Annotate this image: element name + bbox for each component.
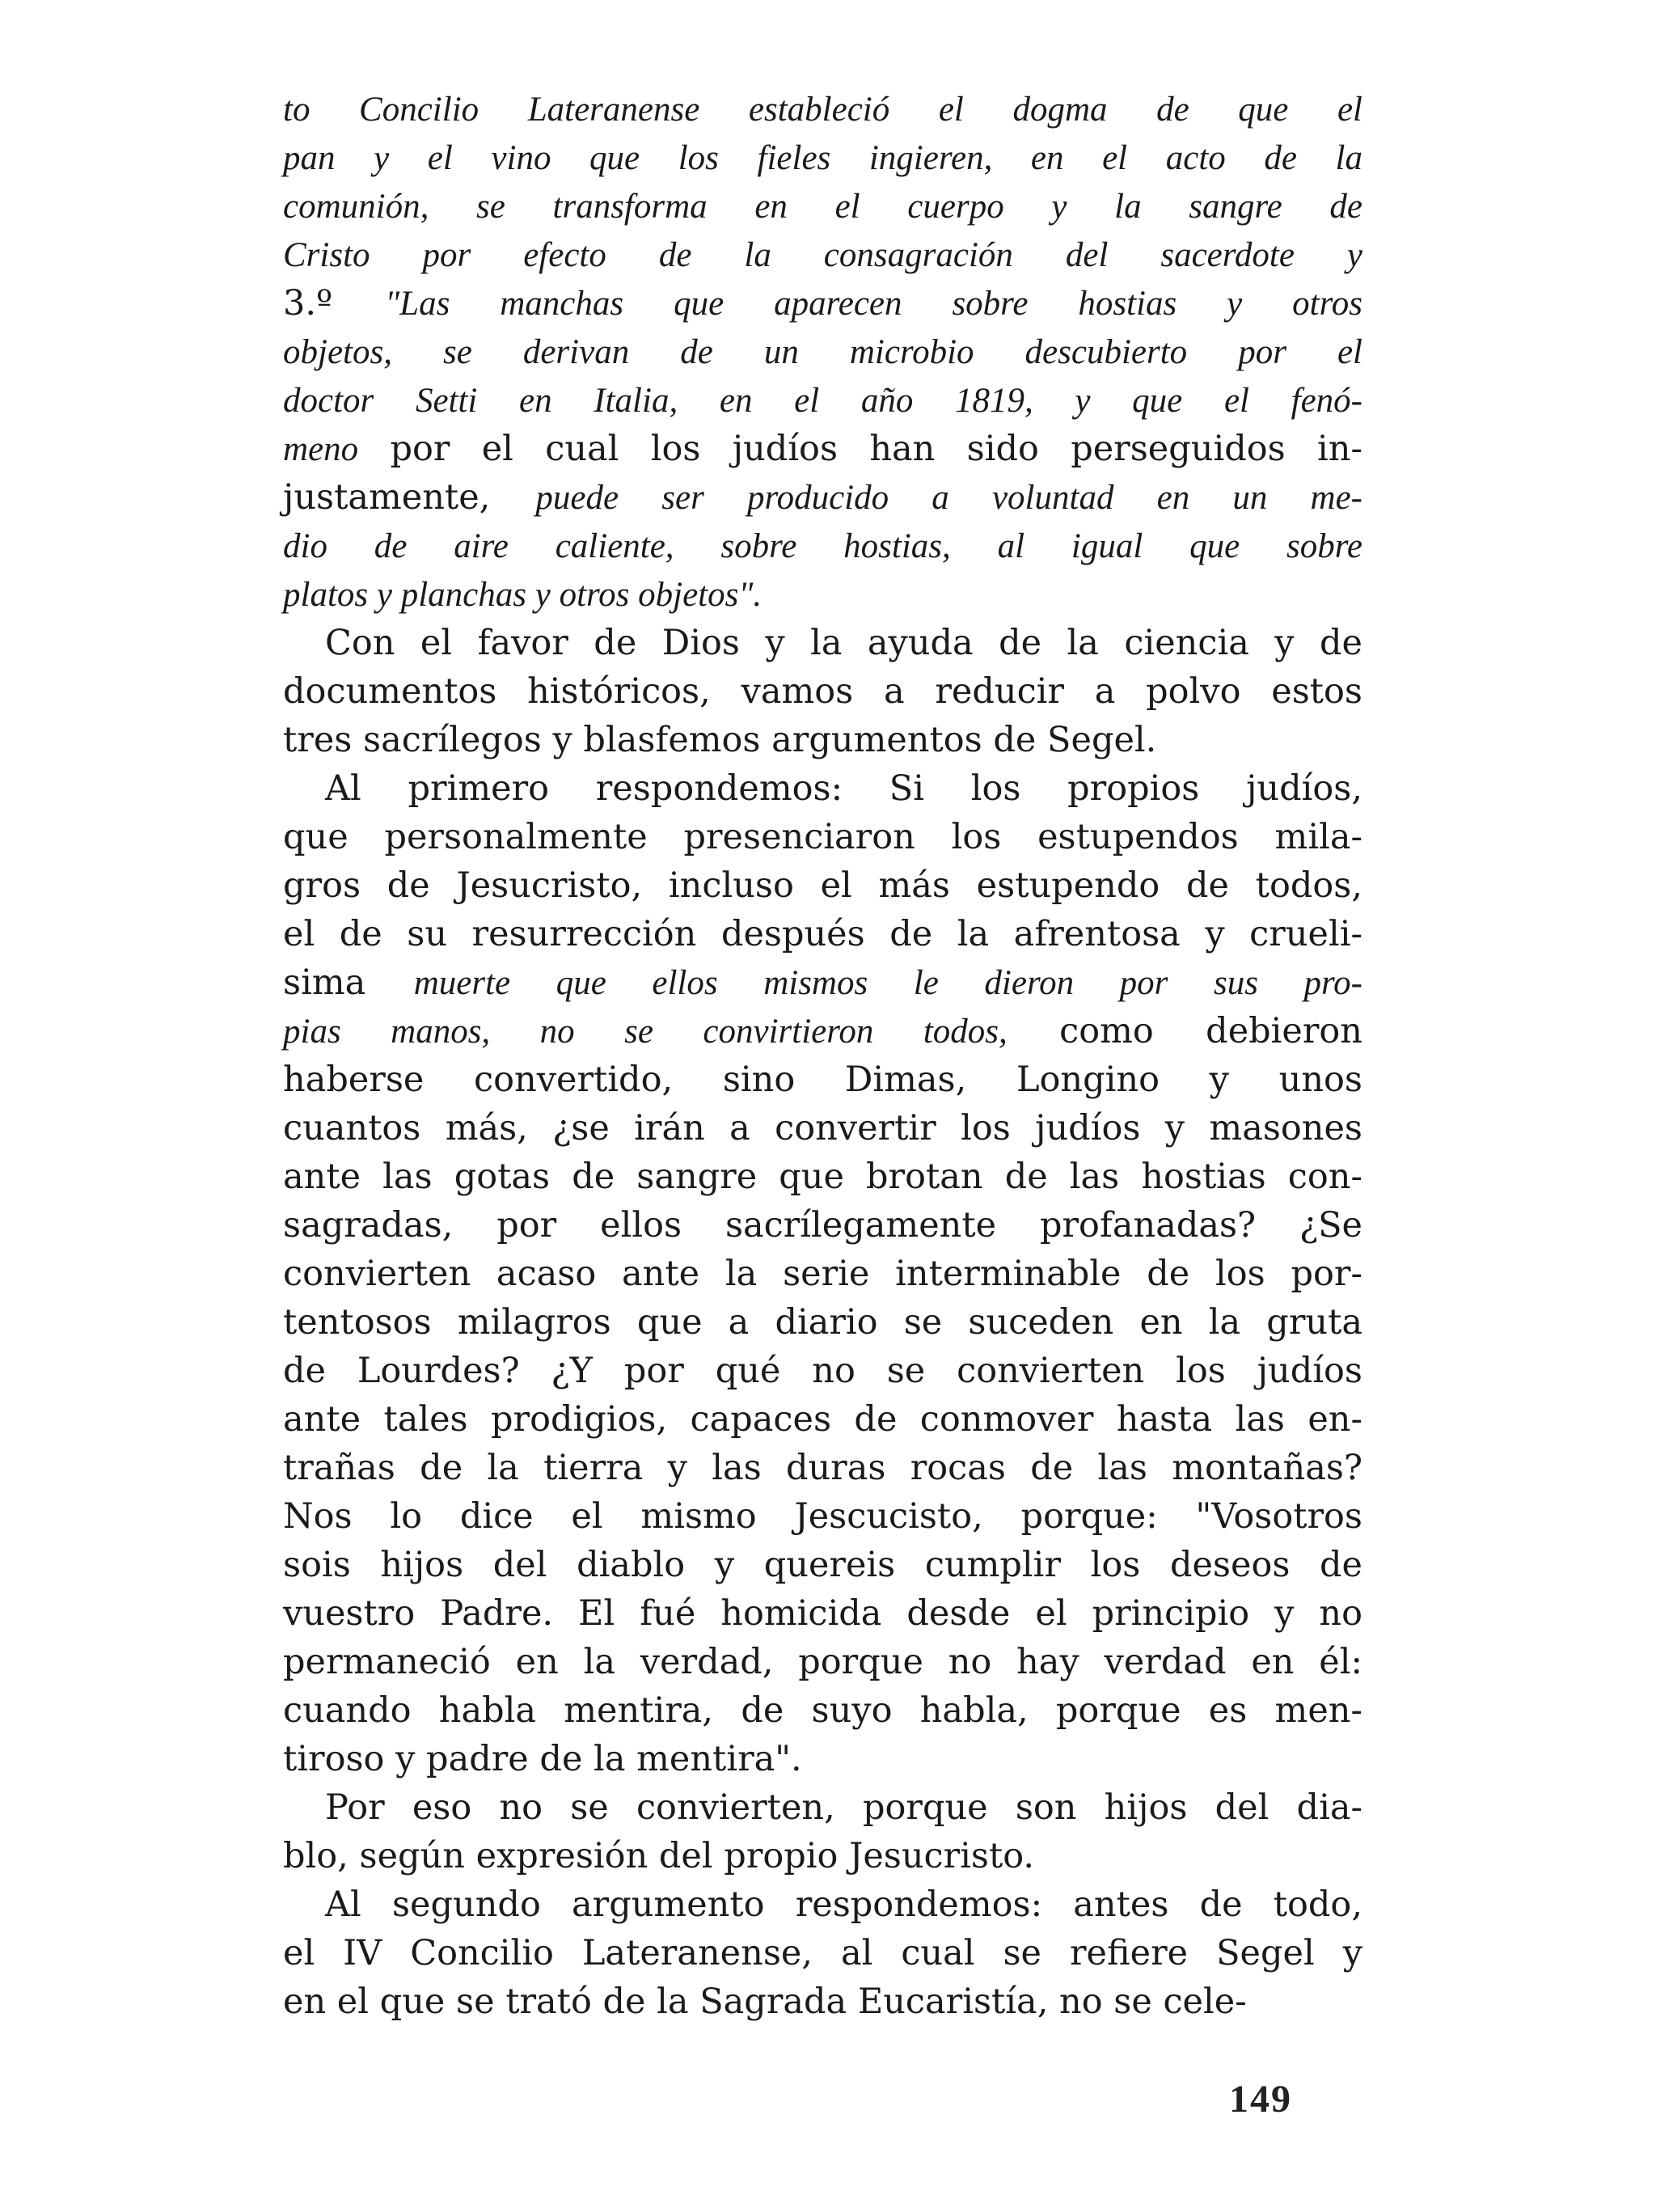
italic-text: comunión, se transforma en el cuerpo y la sangre de [283, 188, 1362, 226]
text-line [283, 279, 1362, 328]
text-line [283, 1492, 1362, 1541]
text-line [283, 1880, 1362, 1929]
text-run: sagradas, por ellos sacrílegamente profanadas? ¿Se [283, 1205, 1362, 1246]
paragraph [283, 1880, 1362, 2026]
text-run: Al primero respondemos: Si los propios judíos, [325, 768, 1362, 809]
text-run: ante tales prodigios, capaces de conmover hasta las en- [283, 1399, 1362, 1440]
text-line [283, 1347, 1362, 1395]
paragraph [283, 85, 1362, 619]
text-line [283, 182, 1362, 231]
paragraph [283, 1783, 1362, 1880]
text-run: en el que se trató de la Sagrada Eucaristía, no se cele- [283, 1981, 1247, 2022]
text-run: gros de Jesucristo, incluso el más estupendo de todos, [283, 865, 1362, 906]
text-run: Al segundo argumento respondemos: antes de todo, [325, 1884, 1362, 1925]
italic-text: meno [283, 430, 359, 468]
text-line [283, 813, 1362, 861]
text-run: permaneció en la verdad, porque no hay verdad en él: [283, 1642, 1362, 1682]
page-body [283, 85, 1362, 2026]
text-run: de Lourdes? ¿Y por qué no se convierten los judíos [283, 1351, 1362, 1391]
text-line [283, 473, 1362, 522]
italic-text: puede ser producido a voluntad en un me- [535, 479, 1362, 517]
italic-text: platos y planchas y otros objetos". [283, 576, 763, 614]
italic-text: dio de aire caliente, sobre hostias, al igual que sobre [283, 527, 1362, 565]
text-line [283, 1686, 1362, 1735]
text-line [283, 764, 1362, 813]
text-line [283, 1055, 1362, 1104]
text-run: cuando habla mentira, de suyo habla, porque es men- [283, 1690, 1362, 1731]
text-run: el IV Concilio Lateranense, al cual se refiere Segel y [283, 1933, 1362, 1973]
text-line [283, 1104, 1362, 1153]
text-line [283, 1153, 1362, 1201]
text-line [283, 522, 1362, 570]
text-run: blo, según expresión del propio Jesucristo. [283, 1836, 1035, 1876]
text-line [283, 376, 1362, 425]
text-line [283, 328, 1362, 376]
text-run: tres sacrílegos y blasfemos argumentos de Segel. [283, 720, 1157, 760]
text-run: Nos lo dice el mismo Jescucisto, porque: "Vosotros [283, 1496, 1362, 1537]
text-run: haberse convertido, sino Dimas, Longino y unos [283, 1059, 1362, 1100]
paragraph [283, 764, 1362, 1783]
text-run: cuantos más, ¿se irán a convertir los judíos y masones [283, 1108, 1362, 1148]
text-line [283, 1735, 1362, 1783]
italic-text: objetos, se derivan de un microbio descubierto por el [283, 333, 1362, 371]
text-line [283, 619, 1362, 667]
text-line [283, 570, 1362, 619]
text-line [283, 1541, 1362, 1589]
text-line [283, 667, 1362, 716]
text-run: trañas de la tierra y las duras rocas de las montañas? [283, 1448, 1362, 1488]
text-run: como debieron [1007, 1011, 1363, 1051]
text-line [283, 861, 1362, 910]
paragraph [283, 619, 1362, 764]
italic-text: pan y el vino que los fieles ingieren, en el acto de la [283, 139, 1362, 177]
text-line [283, 425, 1362, 473]
text-line [283, 958, 1362, 1007]
text-run: que personalmente presenciaron los estupendos mila- [283, 817, 1362, 857]
text-line [283, 910, 1362, 958]
text-run: documentos históricos, vamos a reducir a polvo estos [283, 671, 1362, 712]
text-line [283, 1007, 1362, 1055]
text-line [283, 85, 1362, 133]
text-line [283, 1929, 1362, 1977]
text-line [283, 1832, 1362, 1880]
italic-text: to Concilio Lateranense estableció el dogma de que el [283, 91, 1362, 129]
text-line [283, 1250, 1362, 1298]
text-run: tentosos milagros que a diario se suceden en la gruta [283, 1302, 1362, 1343]
text-run: ante las gotas de sangre que brotan de las hostias con- [283, 1157, 1362, 1197]
text-line [283, 231, 1362, 279]
text-line [283, 1201, 1362, 1250]
text-run: sima [283, 962, 414, 1003]
text-run: por el cual los judíos han sido perseguidos in- [358, 429, 1362, 469]
text-run: el de su resurrección después de la afrentosa y crueli- [283, 914, 1362, 954]
text-line [283, 1589, 1362, 1638]
italic-text: doctor Setti en Italia, en el año 1819, y que el fenó- [283, 382, 1362, 420]
text-run: Por eso no se convierten, porque son hijos del dia- [325, 1787, 1362, 1828]
text-line [283, 1395, 1362, 1444]
text-run: convierten acaso ante la serie interminable de los por- [283, 1254, 1362, 1294]
text-run: tiroso y padre de la mentira". [283, 1739, 802, 1779]
text-line [283, 1783, 1362, 1832]
italic-text: Cristo por efecto de la consagración del sacerdote y [283, 236, 1362, 274]
text-line [283, 1298, 1362, 1347]
text-run: Con el favor de Dios y la ayuda de la ciencia y de [325, 623, 1362, 663]
text-line [283, 1444, 1362, 1492]
text-run: sois hijos del diablo y quereis cumplir los deseos de [283, 1545, 1362, 1585]
text-line [283, 1638, 1362, 1686]
italic-text: "Las manchas que aparecen sobre hostias y otros [385, 285, 1362, 323]
text-line [283, 1977, 1362, 2026]
text-line [283, 716, 1362, 764]
italic-text: pias manos, no se convirtieron todos, [283, 1013, 1008, 1051]
text-run: vuestro Padre. El fué homicida desde el principio y no [283, 1593, 1362, 1634]
text-run: justamente, [283, 477, 536, 518]
italic-text: muerte que ellos mismos le dieron por sus pro- [413, 964, 1362, 1002]
text-line [283, 133, 1362, 182]
text-run: 3.º [283, 283, 386, 324]
page-number: 149 [1229, 2078, 1292, 2121]
